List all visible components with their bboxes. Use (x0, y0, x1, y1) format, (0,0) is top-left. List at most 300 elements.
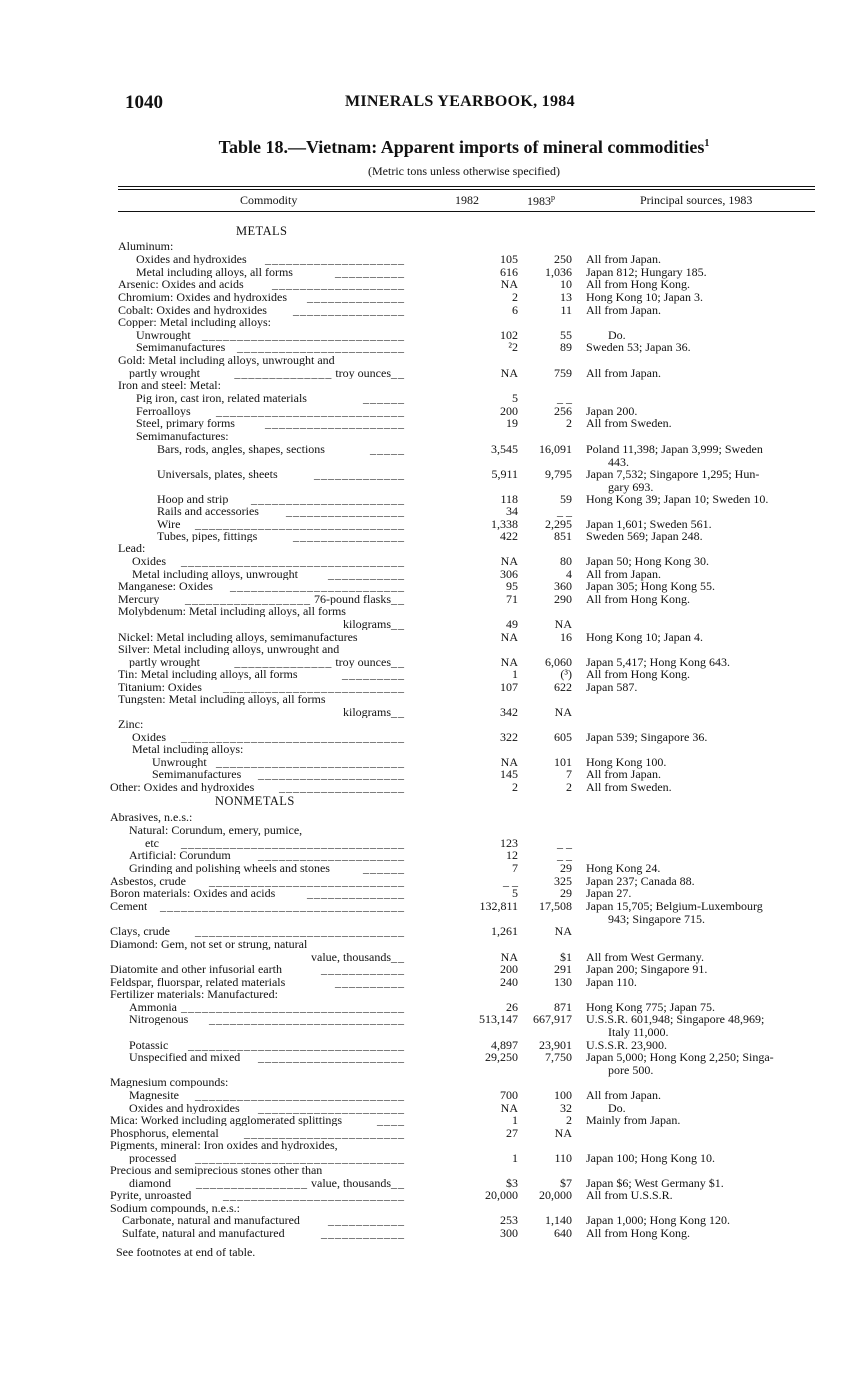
principal-sources: Do. (608, 1101, 626, 1115)
table-row (0, 1227, 843, 1239)
leader-and-unit: ___________________________ (216, 756, 405, 768)
principal-sources: Japan 50; Hong Kong 30. (586, 554, 709, 568)
commodity-label: Cobalt: Oxides and hydroxides (118, 304, 267, 316)
value-1983: 17,508 (539, 899, 572, 913)
table-row (0, 1026, 843, 1038)
value-1982: 422 (500, 529, 518, 543)
value-1982: 95 (506, 579, 518, 593)
leader-and-unit: ____________ (321, 1227, 405, 1239)
value-1983: 667,917 (533, 1012, 572, 1026)
table-row (0, 1127, 843, 1139)
principal-sources: Japan 100; Hong Kong 10. (586, 1151, 715, 1165)
leader-and-unit: ___________________________________ (160, 900, 405, 912)
principal-sources: Sweden 569; Japan 248. (586, 529, 703, 543)
commodity-label: Rails and accessories (157, 505, 259, 517)
principal-sources: Japan 237; Canada 88. (586, 874, 695, 888)
principal-sources: Hong Kong 24. (586, 861, 661, 875)
commodity-label: Wire (157, 518, 181, 530)
leader-and-unit: __________ (335, 266, 405, 278)
table-row (0, 266, 843, 278)
table-row (0, 392, 843, 404)
value-1983: 759 (554, 366, 572, 380)
value-1983: (³) (560, 667, 572, 681)
table-row (0, 731, 843, 743)
value-1983: 16,091 (539, 442, 572, 456)
value-1983: 291 (554, 962, 572, 976)
table-row (0, 354, 843, 366)
commodity-label: NONMETALS (215, 795, 295, 807)
table-row (0, 976, 843, 988)
value-1982: 2 (512, 290, 518, 304)
table-row (0, 605, 843, 617)
table-row (0, 1189, 843, 1201)
unit-label: kilograms (343, 618, 391, 630)
leader-and-unit: ________________ value, thousands__ (196, 1177, 405, 1189)
value-1982: 616 (500, 265, 518, 279)
leader-and-unit: _____________________ (258, 1102, 405, 1114)
leader-and-unit: _________ (342, 668, 405, 680)
table-row (0, 875, 843, 887)
table-row (0, 468, 843, 480)
principal-sources: All from Sweden. (586, 780, 672, 794)
commodity-label: Titanium: Oxides (118, 681, 202, 693)
commodity-label: Lead: (118, 542, 146, 554)
commodity-label: Diamond: Gem, not set or strung, natural (110, 938, 308, 950)
value-1983: $7 (560, 1176, 572, 1190)
value-1982: 5 (512, 886, 518, 900)
leader-and-unit: ______________ troy ounces__ (234, 656, 405, 668)
leader-and-unit: ______________ (307, 887, 405, 899)
value-1983: 6,060 (545, 655, 572, 669)
leader-and-unit: ____________ (321, 963, 405, 975)
leader-and-unit: ________________ (293, 304, 405, 316)
value-1983: 110 (554, 1151, 572, 1165)
section-heading (0, 225, 843, 237)
value-1983: _ _ (557, 504, 572, 518)
leader-and-unit: __________________________ (223, 1189, 405, 1201)
commodity-label: Zinc: (118, 718, 144, 730)
principal-sources: All from Japan. (586, 252, 661, 266)
value-1982: 123 (500, 836, 518, 850)
leader-and-unit: ______ (363, 862, 405, 874)
value-1982: NA (500, 755, 518, 769)
leader-and-unit: _______________________________ (188, 1039, 405, 1051)
table-row (0, 240, 843, 252)
value-1983: 59 (560, 492, 572, 506)
commodity-label: Universals, plates, sheets (157, 468, 278, 480)
column-header-sources: Principal sources, 1983 (640, 193, 753, 207)
commodity-label: Ferroalloys (136, 405, 191, 417)
commodity-label: Natural: Corundum, emery, pumice, (129, 824, 303, 836)
leader-and-unit: ________________________________ (181, 1001, 405, 1013)
commodity-label: Oxides and hydroxides (129, 1102, 240, 1114)
value-1982: 19 (506, 416, 518, 430)
leader-and-unit: _____________ (314, 468, 405, 480)
value-1982: 132,811 (479, 899, 518, 913)
table-row (0, 1064, 843, 1076)
unit-label: troy ounces (335, 367, 391, 379)
value-1982: NA (500, 630, 518, 644)
principal-sources: Japan 1,601; Sweden 561. (586, 517, 712, 531)
table-row (0, 1076, 843, 1088)
commodity-label: Other: Oxides and hydroxides (110, 781, 255, 793)
value-1983: 1,036 (545, 265, 572, 279)
table-row (0, 1089, 843, 1101)
table-row (0, 951, 843, 963)
leader-and-unit: value, thousands__ (311, 951, 405, 963)
value-1982: 4,897 (491, 1038, 518, 1052)
table-row (0, 304, 843, 316)
commodity-label: Artificial: Corundum (129, 849, 231, 861)
value-1982: 306 (500, 567, 518, 581)
leader-and-unit: ____________________________ (209, 875, 405, 887)
principal-sources: U.S.S.R. 23,900. (586, 1038, 668, 1052)
principal-sources: All from Japan. (586, 1088, 661, 1102)
value-1983: 55 (560, 328, 572, 342)
table-row (0, 1152, 843, 1164)
table-top-rule (118, 186, 815, 187)
principal-sources: Hong Kong 775; Japan 75. (586, 1000, 715, 1014)
commodity-label: Arsenic: Oxides and acids (118, 278, 244, 290)
commodity-label: METALS (236, 225, 288, 237)
value-1983: 100 (554, 1088, 572, 1102)
commodity-label: processed (129, 1152, 177, 1164)
value-1983: 2,295 (545, 517, 572, 531)
leader-and-unit: __________________ (279, 781, 405, 793)
value-1982: 26 (506, 1000, 518, 1014)
table-row (0, 542, 843, 554)
table-row (0, 580, 843, 592)
value-1983: _ _ (557, 391, 572, 405)
value-1983: 325 (554, 874, 572, 888)
value-1983: 20,000 (539, 1188, 572, 1202)
leader-and-unit: kilograms__ (343, 706, 405, 718)
commodity-label: Unwrought (152, 756, 207, 768)
principal-sources: Hong Kong 10; Japan 4. (586, 630, 703, 644)
principal-sources: All from Japan. (586, 303, 661, 317)
value-1983: 250 (554, 252, 572, 266)
leader-and-unit: ____________________________ (209, 1013, 405, 1025)
value-1982: 1,338 (491, 517, 518, 531)
leader-and-unit: _______________________ (244, 1127, 405, 1139)
value-1982: 200 (500, 962, 518, 976)
table-row (0, 1013, 843, 1025)
table-row (0, 988, 843, 1000)
commodity-label: Oxides (132, 731, 166, 743)
table-row (0, 837, 843, 849)
principal-sources: 943; Singapore 715. (608, 912, 705, 926)
value-1983: 32 (560, 1101, 572, 1115)
value-1982: 7 (512, 861, 518, 875)
commodity-label: Molybdenum: Metal including alloys, all forms (118, 605, 346, 617)
commodity-label: Gold: Metal including alloys, unwrought and (118, 354, 335, 366)
principal-sources: All from Japan. (586, 567, 661, 581)
value-1982: ²2 (508, 340, 518, 354)
leader-and-unit: _____________________________ (202, 329, 405, 341)
value-1983: 29 (560, 886, 572, 900)
value-1982: 118 (500, 492, 518, 506)
value-1982: 49 (506, 617, 518, 631)
leader-and-unit: ________________________ (237, 341, 405, 353)
value-1982: 105 (500, 252, 518, 266)
commodity-label: Clays, crude (110, 925, 170, 937)
table-row (0, 518, 843, 530)
column-header-1983-text: 1983 (527, 194, 551, 208)
leader-and-unit: ______________________________ (195, 518, 405, 530)
value-1983: NA (554, 1126, 572, 1140)
principal-sources: Japan 587. (586, 680, 638, 694)
principal-sources: Japan 812; Hungary 185. (586, 265, 707, 279)
value-1982: NA (500, 950, 518, 964)
table-row (0, 963, 843, 975)
value-1983: NA (554, 617, 572, 631)
value-1982: 200 (500, 404, 518, 418)
commodity-label: partly wrought (129, 656, 200, 668)
table-row (0, 668, 843, 680)
value-1982: 700 (500, 1088, 518, 1102)
table-row (0, 1102, 843, 1114)
value-1982: _ _ (503, 874, 518, 888)
principal-sources: pore 500. (608, 1063, 654, 1077)
table-row (0, 887, 843, 899)
principal-sources: Japan 5,000; Hong Kong 2,250; Singa- (586, 1050, 774, 1064)
table-row (0, 925, 843, 937)
table-row (0, 756, 843, 768)
value-1982: 29,250 (485, 1050, 518, 1064)
principal-sources: All from West Germany. (586, 950, 705, 964)
leader-and-unit: ____________________ (265, 417, 405, 429)
principal-sources: Japan 305; Hong Kong 55. (586, 579, 715, 593)
principal-sources: Japan 110. (586, 975, 637, 989)
table-row (0, 367, 843, 379)
commodity-label: Magnesite (129, 1089, 179, 1101)
principal-sources: All from Hong Kong. (586, 1226, 690, 1240)
commodity-label: Chromium: Oxides and hydroxides (118, 291, 287, 303)
value-1983: 80 (560, 554, 572, 568)
table-row (0, 706, 843, 718)
commodity-label: Ammonia (129, 1001, 177, 1013)
value-1982: 300 (500, 1226, 518, 1240)
table-row (0, 656, 843, 668)
principal-sources: Japan 539; Singapore 36. (586, 730, 708, 744)
commodity-label: Bars, rods, angles, shapes, sections (157, 443, 325, 455)
value-1982: 2 (512, 780, 518, 794)
value-1982: 102 (500, 328, 518, 342)
principal-sources: Japan 7,532; Singapore 1,295; Hun- (586, 467, 760, 481)
leader-and-unit: ______________ (307, 291, 405, 303)
commodity-label: Pig iron, cast iron, related materials (136, 392, 307, 404)
principal-sources: 443. (608, 455, 629, 469)
commodity-label: Semimanufactures (136, 341, 226, 353)
principal-sources: Japan 15,705; Belgium-Luxembourg (586, 899, 763, 913)
page-header (125, 92, 725, 116)
leader-and-unit: ______________________________ (195, 1152, 405, 1164)
table-row (0, 593, 843, 605)
value-1982: NA (500, 554, 518, 568)
table-row (0, 379, 843, 391)
table-row (0, 316, 843, 328)
commodity-label: Oxides (132, 555, 166, 567)
table-row (0, 811, 843, 823)
principal-sources: All from Japan. (586, 366, 661, 380)
value-1983: 4 (566, 567, 572, 581)
leader-and-unit: _____________________ (258, 768, 405, 780)
leader-and-unit: ___________ (328, 1214, 405, 1226)
leader-and-unit: _____ (370, 443, 405, 455)
table-row (0, 643, 843, 655)
commodity-label: Grinding and polishing wheels and stones (129, 862, 330, 874)
table-row (0, 505, 843, 517)
leader-and-unit: ________________________________ (181, 837, 405, 849)
commodity-label: Abrasives, n.e.s.: (110, 811, 193, 823)
table-title (0, 137, 843, 158)
table-row (0, 781, 843, 793)
principal-sources: Hong Kong 100. (586, 755, 667, 769)
leader-and-unit: _________________ (286, 505, 405, 517)
table-row (0, 618, 843, 630)
principal-sources: Poland 11,398; Japan 3,999; Sweden (586, 442, 763, 456)
principal-sources: Do. (608, 328, 626, 342)
leader-and-unit: ___________________ (272, 278, 405, 290)
table-row (0, 329, 843, 341)
table-row (0, 417, 843, 429)
unit-label: kilograms (343, 706, 391, 718)
value-1982: 1,261 (491, 924, 518, 938)
value-1983: 2 (566, 1113, 572, 1127)
value-1982: 5,911 (491, 467, 518, 481)
table-row (0, 849, 843, 861)
table-row (0, 938, 843, 950)
commodity-label: Sulfate, natural and manufactured (122, 1227, 285, 1239)
commodity-label: Carbonate, natural and manufactured (122, 1214, 300, 1226)
table-row (0, 824, 843, 836)
value-1983: 622 (554, 680, 572, 694)
value-1982: $3 (506, 1176, 518, 1190)
value-1982: 253 (500, 1213, 518, 1227)
value-1982: 1 (512, 1151, 518, 1165)
commodity-label: Metal including alloys, all forms (136, 266, 293, 278)
leader-and-unit: ________________________________ (181, 555, 405, 567)
table-row (0, 443, 843, 455)
value-1983: _ _ (557, 836, 572, 850)
value-1982: 5 (512, 391, 518, 405)
principal-sources: Italy 11,000. (608, 1025, 669, 1039)
commodity-label: Metal including alloys: (132, 743, 244, 755)
value-1982: 34 (506, 504, 518, 518)
table-row (0, 430, 843, 442)
commodity-label: Pigments, mineral: Iron oxides and hydroxides, (110, 1139, 338, 1151)
value-1982: NA (500, 655, 518, 669)
value-1982: NA (500, 366, 518, 380)
principal-sources: Sweden 53; Japan 36. (586, 340, 691, 354)
principal-sources: Japan $6; West Germany $1. (586, 1176, 724, 1190)
commodity-label: Unspecified and mixed (129, 1051, 241, 1063)
principal-sources: All from Hong Kong. (586, 277, 690, 291)
table-row (0, 743, 843, 755)
table-row (0, 405, 843, 417)
value-1983: 11 (560, 303, 572, 317)
value-1983: NA (554, 924, 572, 938)
commodity-label: Iron and steel: Metal: (118, 379, 221, 391)
column-header-commodity: Commodity (240, 193, 298, 207)
value-1982: 6 (512, 303, 518, 317)
table-row (0, 693, 843, 705)
leader-and-unit: __________ (335, 976, 405, 988)
leader-and-unit: __________________ 76-pound flasks__ (185, 593, 405, 605)
principal-sources: Mainly from Japan. (586, 1113, 681, 1127)
value-1983: _ _ (557, 848, 572, 862)
commodity-label: Mica: Worked including agglomerated splittings (110, 1114, 343, 1126)
commodity-label: Feldspar, fluorspar, related materials (110, 976, 286, 988)
leader-and-unit: ___________________________ (216, 405, 405, 417)
value-1983: 29 (560, 861, 572, 875)
value-1982: 513,147 (479, 1012, 518, 1026)
value-1983: 10 (560, 277, 572, 291)
value-1983: 130 (554, 975, 572, 989)
commodity-label: Silver: Metal including alloys, unwrought and (118, 643, 340, 655)
table-row (0, 1177, 843, 1189)
commodity-label: Precious and semiprecious stones other than (110, 1164, 323, 1176)
commodity-label: Nickel: Metal including alloys, semimanufactures (118, 631, 358, 643)
table-subtitle: (Metric tons unless otherwise specified) (368, 164, 560, 178)
commodity-label: Hoop and strip (157, 493, 229, 505)
table-row (0, 718, 843, 730)
section-heading (0, 795, 843, 807)
table-title-footnote-mark: 1 (704, 138, 710, 149)
value-1983: NA (554, 705, 572, 719)
commodity-label: Fertilizer materials: Manufactured: (110, 988, 278, 1000)
footnote: See footnotes at end of table. (116, 1245, 256, 1259)
table-row (0, 1164, 843, 1176)
value-1982: 1 (512, 1113, 518, 1127)
leader-and-unit: kilograms__ (343, 618, 405, 630)
table-row (0, 568, 843, 580)
table-row (0, 341, 843, 353)
principal-sources: gary 693. (608, 480, 654, 494)
leader-and-unit: ______ (363, 392, 405, 404)
principal-sources: Japan 200. (586, 404, 638, 418)
value-1982: NA (500, 1101, 518, 1115)
commodity-label: Manganese: Oxides (118, 580, 213, 592)
table-row (0, 1139, 843, 1151)
value-1983: 89 (560, 340, 572, 354)
value-1982: 322 (500, 730, 518, 744)
table-row (0, 631, 843, 643)
leader-and-unit: ____ (377, 1114, 405, 1126)
unit-label: 76-pound flasks (314, 593, 391, 605)
commodity-label: Nitrogenous (129, 1013, 189, 1025)
principal-sources: U.S.S.R. 601,948; Singapore 48,969; (586, 1012, 765, 1026)
unit-label: value, thousands (311, 1177, 391, 1189)
value-1982: 12 (506, 848, 518, 862)
table-row (0, 913, 843, 925)
table-row (0, 291, 843, 303)
value-1983: 605 (554, 730, 572, 744)
leader-and-unit: ______________________________ (195, 925, 405, 937)
column-header-1982: 1982 (455, 193, 479, 207)
value-1983: 871 (554, 1000, 572, 1014)
value-1982: 20,000 (485, 1188, 518, 1202)
principal-sources: All from U.S.S.R. (586, 1188, 673, 1202)
commodity-label: Pyrite, unroasted (110, 1189, 192, 1201)
table-row (0, 768, 843, 780)
value-1982: 240 (500, 975, 518, 989)
header-bottom-rule (118, 211, 815, 212)
table-row (0, 493, 843, 505)
leader-and-unit: ________________ (293, 530, 405, 542)
value-1982: NA (500, 277, 518, 291)
leader-and-unit: _________________________ (230, 580, 405, 592)
